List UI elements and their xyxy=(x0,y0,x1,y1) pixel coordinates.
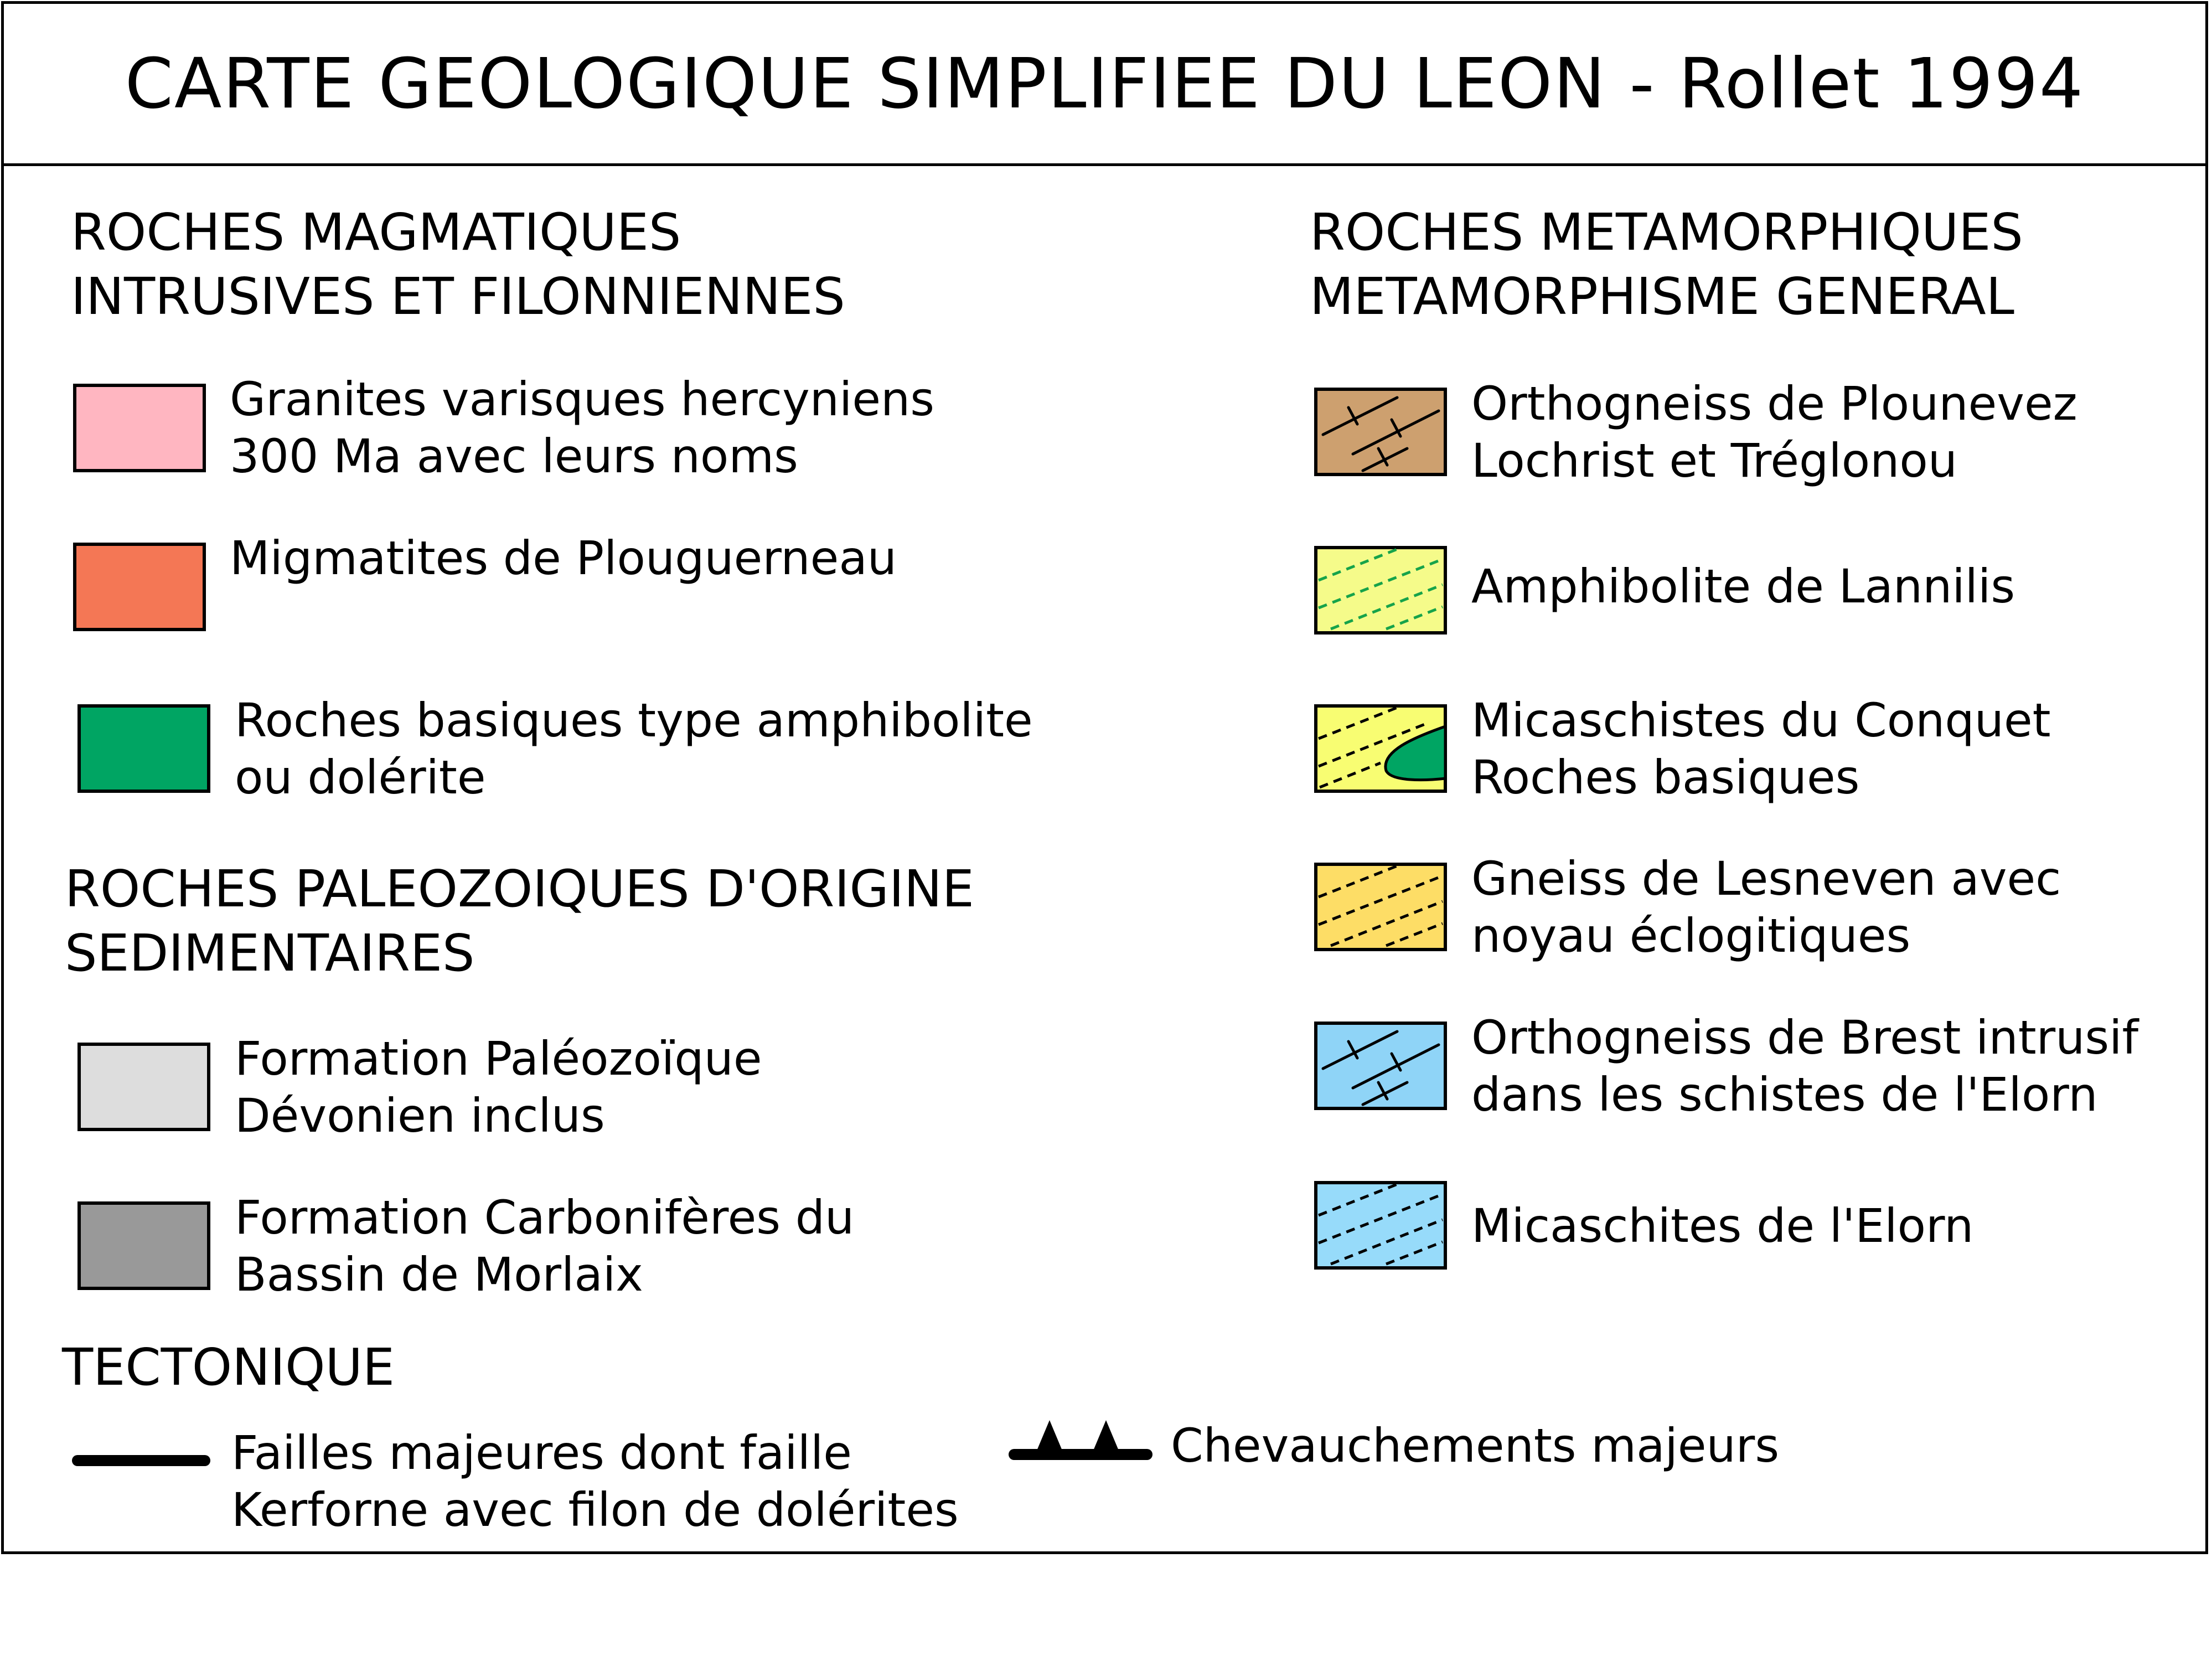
thrust-fault-symbol xyxy=(1009,1415,1152,1464)
label-orthogneiss-plounevez xyxy=(1471,375,2077,489)
label-gneiss-lesneven-line1: Gneiss de Lesneven avec xyxy=(1471,852,2061,906)
label-faults-line2: Kerforne avec filon de dolérites xyxy=(231,1483,959,1537)
label-orthogneiss-brest-line2: dans les schistes de l'Elorn xyxy=(1471,1067,2098,1122)
label-orthogneiss-plounevez-line2: Lochrist et Tréglonou xyxy=(1471,434,1957,488)
label-micaschistes-conquet-line1: Micaschistes du Conquet xyxy=(1471,693,2051,747)
label-thrusts xyxy=(1171,1417,1779,1474)
label-orthogneiss-brest-line1: Orthogneiss de Brest intrusif xyxy=(1471,1010,2139,1065)
label-amphibolite-lannilis xyxy=(1471,558,2015,615)
swatch-basic-rocks xyxy=(77,704,210,793)
heading-paleozoic-line2: SEDIMENTAIRES xyxy=(65,924,475,983)
label-thrusts-line1: Chevauchements majeurs xyxy=(1171,1418,1780,1473)
label-orthogneiss-plounevez-line1: Orthogneiss de Plounevez xyxy=(1471,376,2077,431)
label-micaschistes-elorn xyxy=(1471,1198,1973,1255)
fault-line-symbol xyxy=(72,1449,210,1472)
heading-metamorphic xyxy=(1310,200,2023,329)
label-carboniferous-line2: Bassin de Morlaix xyxy=(235,1247,643,1302)
label-granites-line1: Granites varisques hercyniens xyxy=(230,372,935,426)
label-paleozoic-formation-line2: Dévonien inclus xyxy=(235,1089,605,1143)
label-gneiss-lesneven xyxy=(1471,850,2061,964)
label-gneiss-lesneven-line2: noyau éclogitiques xyxy=(1471,909,1911,963)
swatch-amphibolite-lannilis xyxy=(1314,546,1447,635)
swatch-migmatites xyxy=(73,543,206,631)
label-micaschistes-conquet xyxy=(1471,692,2051,806)
label-carboniferous-line1: Formation Carbonifères du xyxy=(235,1190,855,1245)
label-paleozoic-formation xyxy=(235,1030,762,1144)
label-amphibolite-lannilis-line1: Amphibolite de Lannilis xyxy=(1471,559,2015,613)
label-migmatites xyxy=(230,530,897,587)
heading-magmatic-line2: INTRUSIVES ET FILONNIENNES xyxy=(71,267,845,326)
label-migmatites-line1: Migmatites de Plouguerneau xyxy=(230,531,897,585)
swatch-paleozoic-formation xyxy=(77,1043,210,1131)
page-title: CARTE GEOLOGIQUE SIMPLIFIEE DU LEON - Rollet 1994 xyxy=(125,43,2085,124)
label-micaschistes-conquet-line2: Roches basiques xyxy=(1471,750,1860,804)
swatch-carboniferous xyxy=(77,1201,210,1290)
heading-metamorphic-line2: METAMORPHISME GENERAL xyxy=(1310,267,2014,326)
label-granites xyxy=(230,371,934,485)
label-basic-rocks xyxy=(235,692,1033,806)
label-micaschistes-elorn-line1: Micaschites de l'Elorn xyxy=(1471,1199,1974,1253)
swatch-orthogneiss-plounevez xyxy=(1314,388,1447,476)
swatch-gneiss-lesneven xyxy=(1314,863,1447,951)
label-basic-rocks-line1: Roches basiques type amphibolite xyxy=(235,693,1033,747)
label-basic-rocks-line2: ou dolérite xyxy=(235,750,486,804)
label-granites-line2: 300 Ma avec leurs noms xyxy=(230,429,798,483)
heading-paleozoic xyxy=(65,857,974,986)
heading-magmatic-line1: ROCHES MAGMATIQUES xyxy=(71,203,681,262)
heading-paleozoic-line1: ROCHES PALEOZOIQUES D'ORIGINE xyxy=(65,859,974,919)
swatch-granites xyxy=(73,384,206,472)
heading-tectonic xyxy=(62,1335,395,1400)
label-orthogneiss-brest xyxy=(1471,1009,2138,1123)
swatch-micaschistes-conquet xyxy=(1314,704,1447,793)
heading-metamorphic-line1: ROCHES METAMORPHIQUES xyxy=(1310,203,2023,262)
heading-magmatic xyxy=(71,200,845,329)
label-faults-line1: Failles majeures dont faille xyxy=(231,1426,852,1480)
label-paleozoic-formation-line1: Formation Paléozoïque xyxy=(235,1031,762,1086)
swatch-micaschistes-elorn xyxy=(1314,1181,1447,1270)
heading-tectonic-line1: TECTONIQUE xyxy=(62,1338,395,1397)
swatch-orthogneiss-brest xyxy=(1314,1022,1447,1110)
label-carboniferous xyxy=(235,1189,854,1303)
label-faults xyxy=(231,1425,959,1539)
title-band xyxy=(1,1,2208,166)
